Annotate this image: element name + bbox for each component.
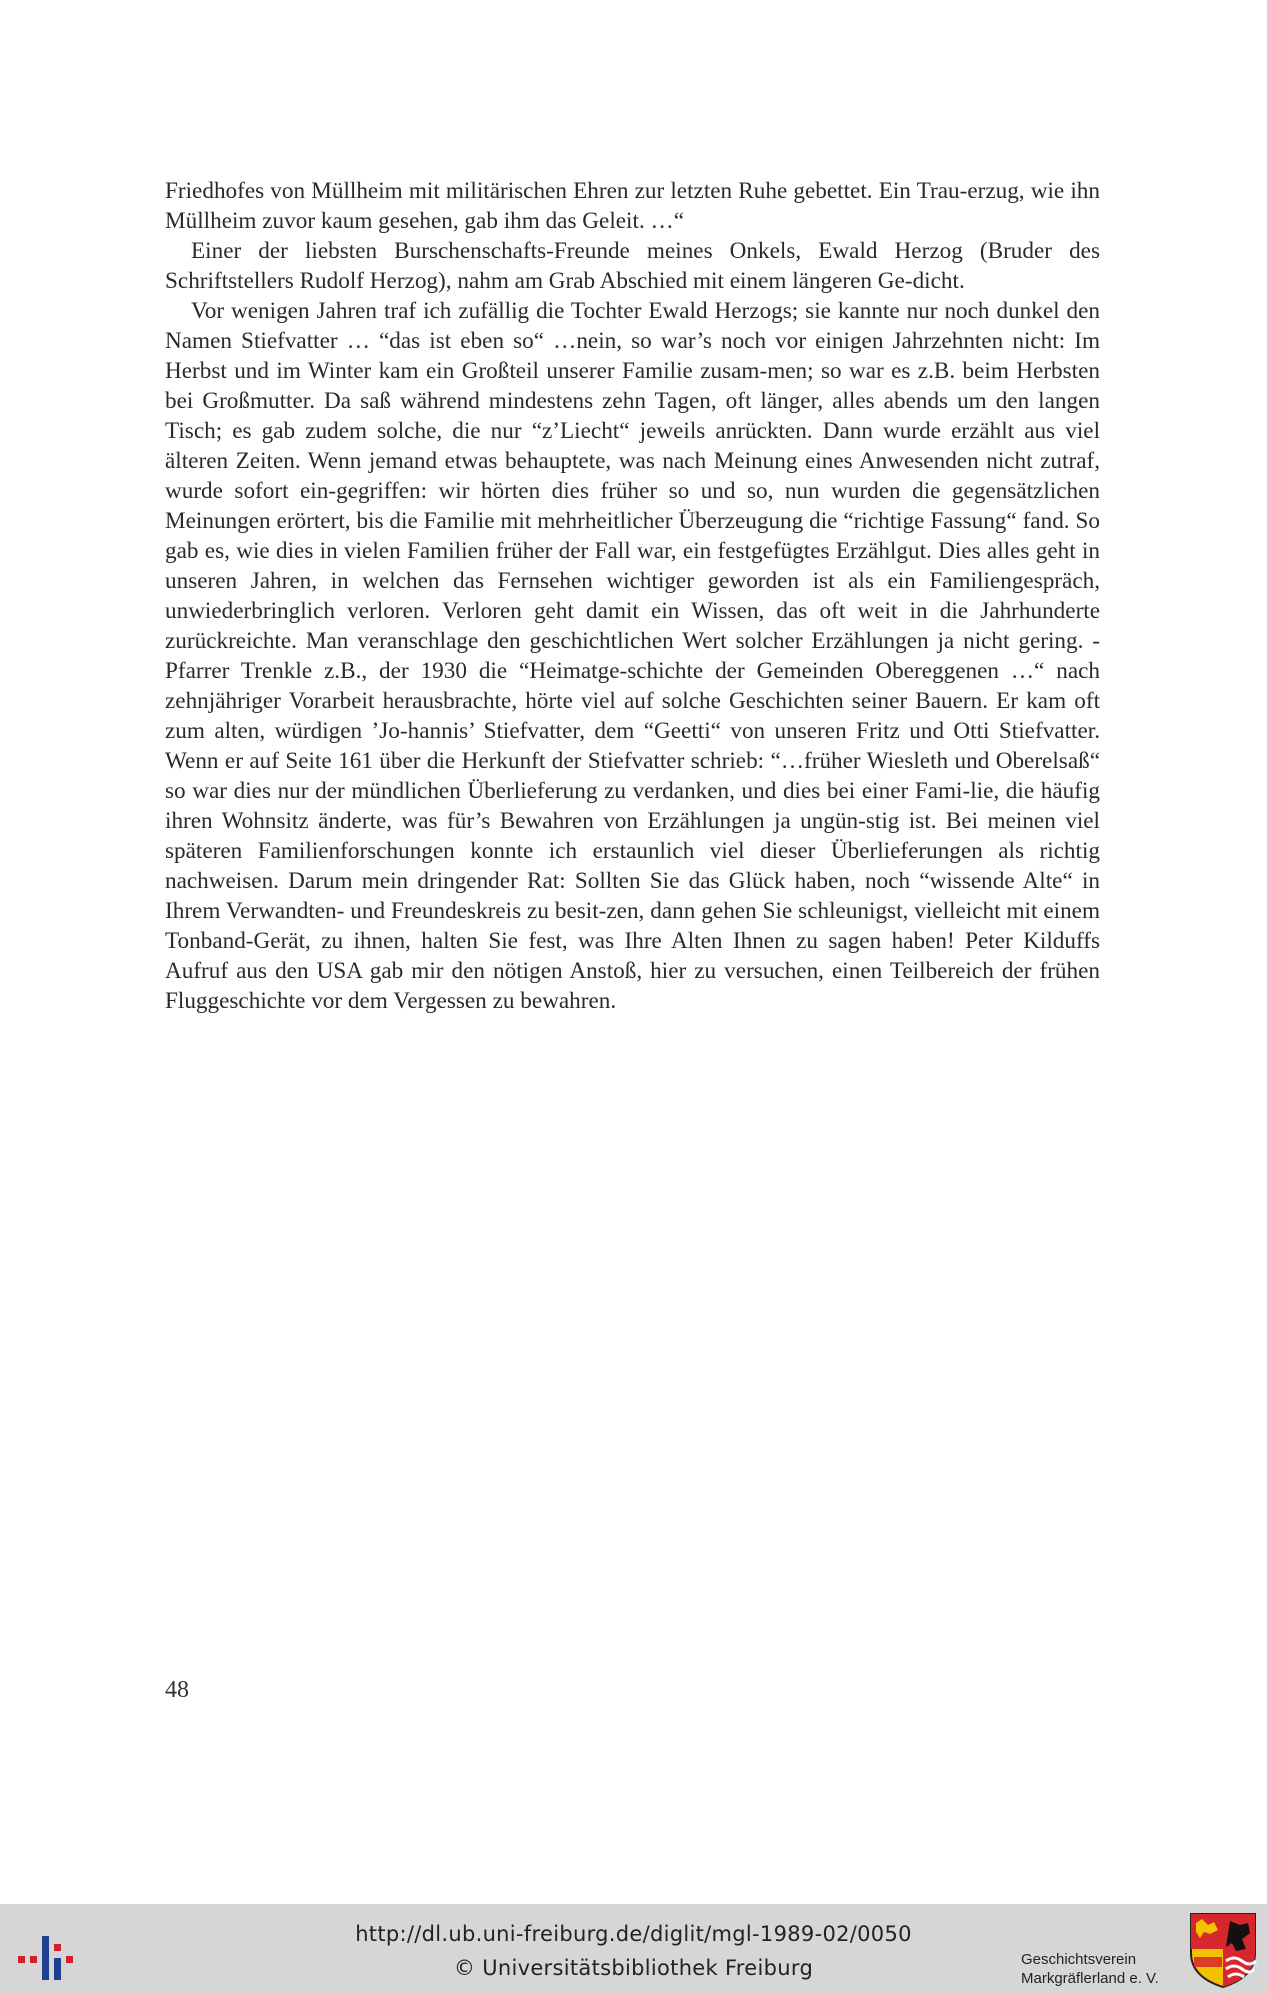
text-line: so war dies nur der mündlichen Überlieferung zu verdanken, und dies bei einer Fami-	[165, 778, 971, 804]
footer-bar	[0, 1904, 1267, 1994]
text-line: “z’Liecht“ jeweils anrückten. Dann wurde erzählt aus viel älteren Zeiten. Wenn jemand	[165, 418, 1101, 474]
copyright-notice: © Universitätsbibliothek Freiburg	[453, 1956, 814, 1980]
text-line: erörtert, bis die Familie mit mehrheitlicher Überzeugung die “richtige Fassung“ fand.	[276, 508, 1070, 534]
text-line: dicht.	[912, 268, 965, 294]
society-name	[1021, 1950, 1186, 1988]
text-line: schichte der Gemeinden Obereggenen …“ nach zehnjähriger Vorarbeit herausbrachte,	[165, 658, 1101, 714]
text-line: etwas behauptete, was nach Meinung eines Anwesenden nicht zutraf, wurde sofort ein-	[165, 448, 1100, 504]
society-name-line2: Markgräflerland e. V.	[1021, 1970, 1159, 1987]
text-line: des Schriftstellers Rudolf Herzog), nahm am Grab Abschied mit einem längeren Ge-	[165, 238, 1100, 294]
body-text	[165, 176, 1100, 1016]
text-line: Sie fest, was Ihre Alten Ihnen zu sagen haben! Peter Kilduffs Aufruf aus den USA gab	[165, 928, 1101, 984]
text-line: men; so war es z.B. beim Herbsten bei Großmutter. Da saß während mindestens zehn	[165, 358, 1100, 414]
text-line: vor dem Vergessen zu bewahren.	[311, 988, 617, 1014]
text-line: ein Familiengespräch, unwiederbringlich verloren. Verloren geht damit ein Wissen, das	[165, 568, 1101, 624]
text-line: Jahrzehnten nicht: Im Herbst und im Winter kam ein Großteil unserer Familie zusam-	[165, 328, 1101, 384]
text-line: Überlieferungen als richtig nachweisen. Darum mein dringender Rat: Sollten Sie das	[165, 838, 1101, 894]
text-line: gegriffen: wir hörten dies früher so und so, nun wurden die gegensätzlichen Meinungen	[165, 478, 1101, 534]
text-line: Dies alles geht in unseren Jahren, in welchen das Fernsehen wichtiger geworden ist als	[165, 538, 1101, 594]
paragraph	[165, 176, 1100, 236]
text-line: stig ist. Bei meinen viel späteren Familienforschungen konnte ich erstaunlich viel dieser	[165, 808, 1100, 864]
text-line: hörte viel auf solche Geschichten seiner Bauern. Er kam oft zum alten, würdigen ’Jo-	[165, 688, 1101, 744]
coat-of-arms-icon[interactable]	[1188, 1911, 1258, 1989]
text-line: zen, dann gehen Sie schleunigst, vielleicht mit einem Tonband-Gerät, zu ihnen, halten	[165, 898, 1100, 954]
text-line: lie, die häufig ihren Wohnsitz änderte, was für’s Bewahren von Erzählungen ja ungün-	[165, 778, 1100, 834]
text-line: erzug, wie ihn Müllheim zuvor kaum gesehen, gab ihm das Geleit. …“	[165, 178, 1100, 234]
document-url[interactable]: http://dl.ub.uni-freiburg.de/diglit/mgl-1989-02/0050	[355, 1922, 912, 1946]
text-line: oft weit in die Jahrhunderte zurückreichte. Man veranschlage den geschichtlichen Wert	[165, 598, 1101, 654]
text-line: Seite 161 über die Herkunft der Stiefvatter schrieb: “…früher Wiesleth und Oberelsaß“	[285, 748, 1100, 774]
text-line: mir den nötigen Anstoß, hier zu versuchen, einen Teilbereich der frühen Fluggeschichte	[165, 958, 1100, 1014]
text-line: Friedhofes von Müllheim mit militärischen Ehren zur letzten Ruhe gebettet. Ein Trau-	[165, 178, 968, 204]
text-line: solcher Erzählungen ja nicht gering. - Pfarrer Trenkle z.B., der 1930 die “Heimatge-	[165, 628, 1101, 684]
paragraph	[165, 296, 1100, 1016]
text-line: Einer der liebsten Burschenschafts-Freunde meines Onkels, Ewald Herzog (Bruder	[191, 238, 1052, 264]
text-line: So gab es, wie dies in vielen Familien früher der Fall war, ein festgefügtes Erzählgut.	[165, 508, 1100, 564]
text-line: Vor wenigen Jahren traf ich zufällig die Tochter Ewald Herzogs; sie kannte nur noch	[191, 298, 990, 324]
text-line: dunkel den Namen Stiefvatter … “das ist eben so“ …nein, so war’s noch vor einigen	[165, 298, 1100, 354]
text-line: Glück haben, noch “wissende Alte“ in Ihrem Verwandten- und Freundeskreis zu besit-	[165, 868, 1101, 924]
society-name-line1: Geschichtsverein	[1021, 1951, 1137, 1968]
paragraph	[165, 236, 1100, 296]
page-number: 48	[165, 1677, 189, 1703]
text-line: hannis’ Stiefvatter, dem “Geetti“ von unseren Fritz und Otti Stiefvatter. Wenn er auf	[165, 718, 1100, 774]
text-line: Tagen, oft länger, alles abends um den langen Tisch; es gab zudem solche, die nur	[165, 388, 1100, 444]
